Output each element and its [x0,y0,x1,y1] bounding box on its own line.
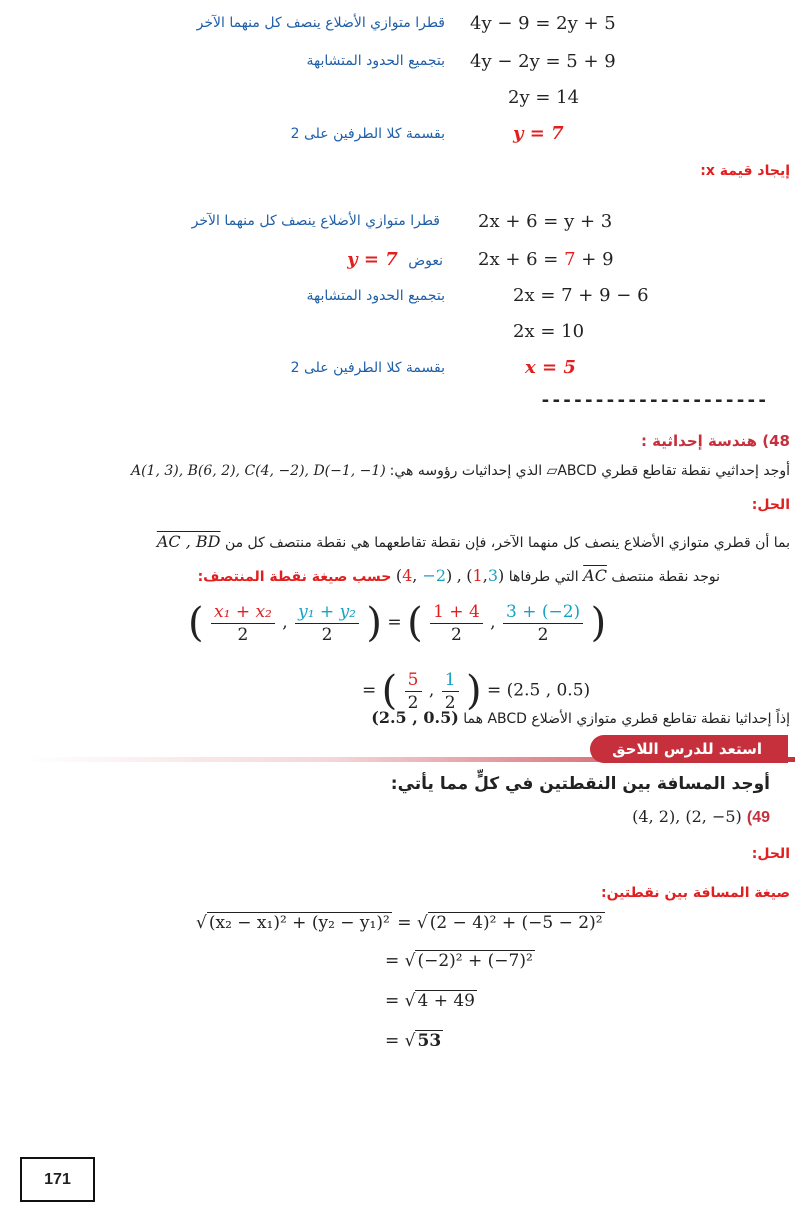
note-substitute [347,249,443,270]
q48-coordinates: A(1, 3), B(6, 2), C(4, −2), D(−1, −1) [130,463,386,479]
q48-line2-text: التي طرفاها [508,569,579,585]
q48-heading [641,432,790,450]
radicand: 53 [417,1031,442,1051]
q49-points: (4, 2), (2, −5) [632,807,742,826]
note-combine-terms: بتجميع الحدود المتشابهة [306,53,445,69]
equation: 4y − 9 = 2y + 5 [470,13,616,34]
note-substitute-label: نعوض [408,253,443,269]
midpoint-result: = (2.5 , 0.5) [486,680,591,701]
q48-conclusion [371,708,790,728]
equation: 4y − 2y = 5 + 9 [470,51,616,72]
note-diagonals-bisect: قطرا متوازي الأضلاع ينصف كل منهما الآخر [191,213,440,229]
fraction: $\frac{1}{2}$ [442,669,459,714]
separator-dashes: --------------------- [540,390,768,411]
distance-line-4: = √ 53 [385,1031,442,1051]
q48-answer: (2.5 , 0.5) [371,708,459,727]
q48-segments: AC , BD [156,532,221,551]
fraction: $\frac{\text{x₁ + x₂}}{2}$ [211,601,275,646]
note-divide-both-sides: بقسمة كلا الطرفين على 2 [290,126,445,142]
equation: 2x + 6 = y + 3 [478,211,613,232]
q48-conclusion-text: إذاً إحداثيا نقطة تقاطع قطري متوازي الأضلاع ABCD هما [463,711,790,727]
distance-line-2: = √ (−2)² + (−7)² [385,951,533,971]
q48-number: 48) [762,432,790,450]
result-y: y = 7 [513,123,564,144]
fraction: $\frac{1 + 4}{2}$ [430,601,483,646]
q48-line1 [157,532,790,552]
q49-intro: أوجد المسافة بين النقطتين في كلٍّ مما يأتي: [390,774,770,794]
distance-line-1: √ (x₂ − x₁)² + (y₂ − y₁)² = √ (2 − 4)² + (−5 − 2)² [196,913,603,933]
substitute-value: y = 7 [347,249,398,270]
fraction: $\frac{\text{y₁ + y₂}}{2}$ [295,601,359,646]
radicand: (−2)² + (−7)² [417,951,533,971]
fraction: $\frac{3 + (-2)}{2}$ [503,601,583,646]
midpoint-formula-label: حسب صيغة نقطة المنتصف: [197,569,392,585]
distance-formula-label: صيغة المسافة بين نقطتين: [600,885,790,901]
q48-prompt [131,462,790,479]
endpoint-c: (4, −2) [395,566,453,585]
midpoint-formula: ( $\frac{\text{x₁ + x₂}}{2}$ , $\frac{\text{y₁ + y₂}}{2}$ ) = ( $\frac{1 + 4}{2}$ , $\frac{3 + (-2)}{2}$ ) [188,600,607,646]
q48-line2-text: نوجد نقطة منتصف [611,569,720,585]
q48-prompt-text: أوجد إحداثيي نقطة تقاطع قطري ABCD▱ الذي إحداثيات رؤوسه هي: [389,463,790,479]
equation: 2x = 10 [513,321,585,342]
q48-solution-label: الحل: [751,497,790,513]
q48-line2: نوجد نقطة منتصف AC التي طرفاها (4, −2) , (1,3) حسب صيغة نقطة المنتصف: [197,566,720,585]
q48-title: هندسة إحداثية : [640,432,758,450]
q49-number: (49 [746,809,770,826]
fraction: $\frac{5}{2}$ [405,669,422,714]
note-divide-both-sides: بقسمة كلا الطرفين على 2 [290,360,445,376]
segment-ac: AC [583,566,607,585]
radicand: 4 + 49 [417,991,475,1011]
q49-prompt [632,807,770,827]
equation-part: + 9 [575,249,614,270]
equation-part: 2x + 6 = [478,249,565,270]
radicand: (2 − 4)² + (−5 − 2)² [429,913,603,933]
note-combine-terms: بتجميع الحدود المتشابهة [306,288,445,304]
result-x: x = 5 [525,357,576,378]
equation [478,249,614,270]
find-x-heading: إيجاد قيمة x: [700,163,790,179]
page-number: 171 [20,1157,95,1202]
equation: 2x = 7 + 9 − 6 [513,285,649,306]
q48-line1-text: بما أن قطري متوازي الأضلاع ينصف كل منهما الآخر، فإن نقطة تقاطعهما هي نقطة منتصف كل من [224,535,790,551]
next-lesson-banner: استعد للدرس اللاحق [590,735,788,763]
endpoint-a: (1,3) [466,566,505,585]
midpoint-simplified: = ( $\frac{5}{2}$ , $\frac{1}{2}$ ) = (2.5 , 0.5) [362,668,591,714]
equation: 2y = 14 [508,87,580,108]
radicand: (x₂ − x₁)² + (y₂ − y₁)² [208,913,390,933]
q49-solution-label: الحل: [751,846,790,862]
distance-line-3: = √ 4 + 49 [385,991,475,1011]
substituted-number: 7 [564,249,576,270]
note-diagonals-bisect: قطرا متوازي الأضلاع ينصف كل منهما الآخر [196,15,445,31]
